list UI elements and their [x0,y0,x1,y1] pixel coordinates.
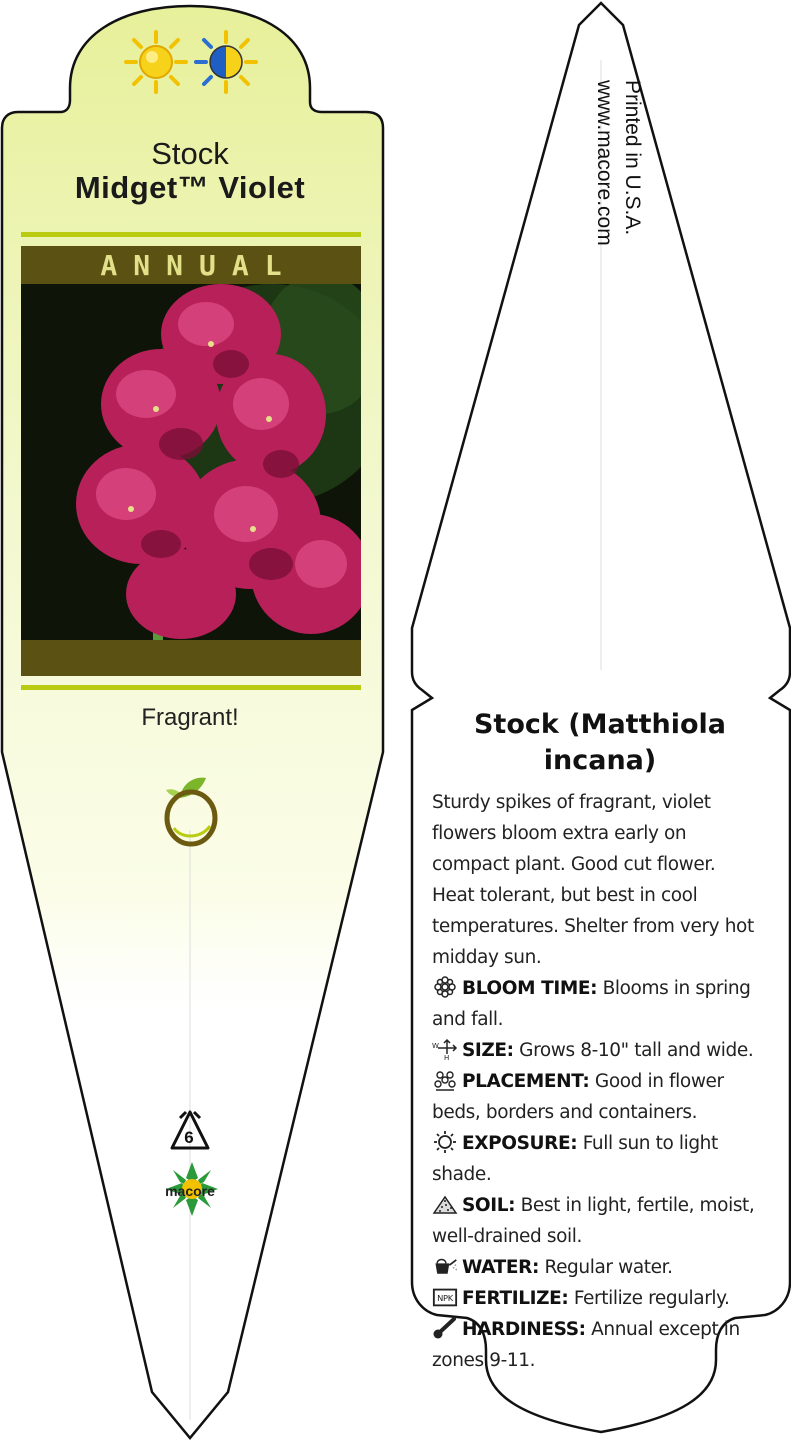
flower-icon [432,976,458,998]
attribute-text: Best in light, fertile, moist, well-drained soil. [432,1195,755,1247]
photo-bottom-band [21,640,361,676]
recycle-code: 6 [184,1128,194,1147]
attribute-soil [432,1190,762,1252]
attribute-label: WATER: [462,1257,539,1278]
annual-band [21,246,361,284]
attribute-text: Regular water. [544,1257,673,1278]
attribute-hardiness [432,1314,762,1376]
variety-name: Midget™ Violet [74,170,306,205]
common-name: Stock [151,136,229,171]
attribute-text: Full sun to light shade. [432,1133,718,1185]
attribute-text: Fertilize regularly. [573,1288,730,1309]
attribute-text: Blooms in spring and fall. [432,978,751,1030]
watering-can-icon [432,1255,458,1277]
attribute-water [432,1252,762,1283]
sprout-logo-icon [160,768,222,848]
attribute-label: SIZE: [462,1040,514,1061]
attribute-text: Good in flower beds, borders and containers. [432,1071,724,1123]
attribute-fertilize [432,1283,762,1314]
attribute-label: SOIL: [462,1195,516,1216]
plant-description-block [432,787,762,1376]
attribute-label: PLACEMENT: [462,1071,590,1092]
attribute-size [432,1035,762,1066]
thermometer-icon [432,1317,458,1339]
flower-photo [21,284,361,640]
full-sun-icon [124,30,188,94]
attribute-label: HARDINESS: [462,1319,586,1340]
size-arrows-icon [432,1038,458,1060]
attribute-label: FERTILIZE: [462,1288,569,1309]
part-sun-icon [194,30,258,94]
website-text: www.macore.com [593,80,616,246]
attribute-exposure [432,1128,762,1190]
npk-label: NPK [437,1293,453,1304]
soil-icon [432,1193,458,1215]
size-icon-h: H [444,1054,449,1060]
placement-icon [432,1069,458,1091]
sun-icon [432,1131,458,1153]
plant-type-label: ANNUAL [100,248,298,282]
flower-photo-art [21,284,361,640]
brand-name: macore [165,1183,215,1199]
attribute-label: EXPOSURE: [462,1133,578,1154]
attribute-placement [432,1066,762,1128]
plant-title: Stock (Matthiola incana) [473,709,726,776]
npk-icon [432,1286,458,1308]
description: Sturdy spikes of fragrant, violet flowers bloom extra early on compact plant. Good cut flower. Heat tolerant, but best in cool temperatures. Shelter from very hot midday sun. [432,792,754,968]
attribute-text: Annual except in zones 9-11. [432,1319,740,1371]
tagline: Fragrant! [141,704,239,731]
size-icon-w: W [432,1042,439,1050]
printed-in-text: Printed in U.S.A. [621,80,644,236]
printed-info [590,80,646,246]
attribute-bloom-time [432,973,762,1035]
attribute-label: BLOOM TIME: [462,978,598,999]
attribute-text: Grows 8-10" tall and wide. [519,1040,754,1061]
